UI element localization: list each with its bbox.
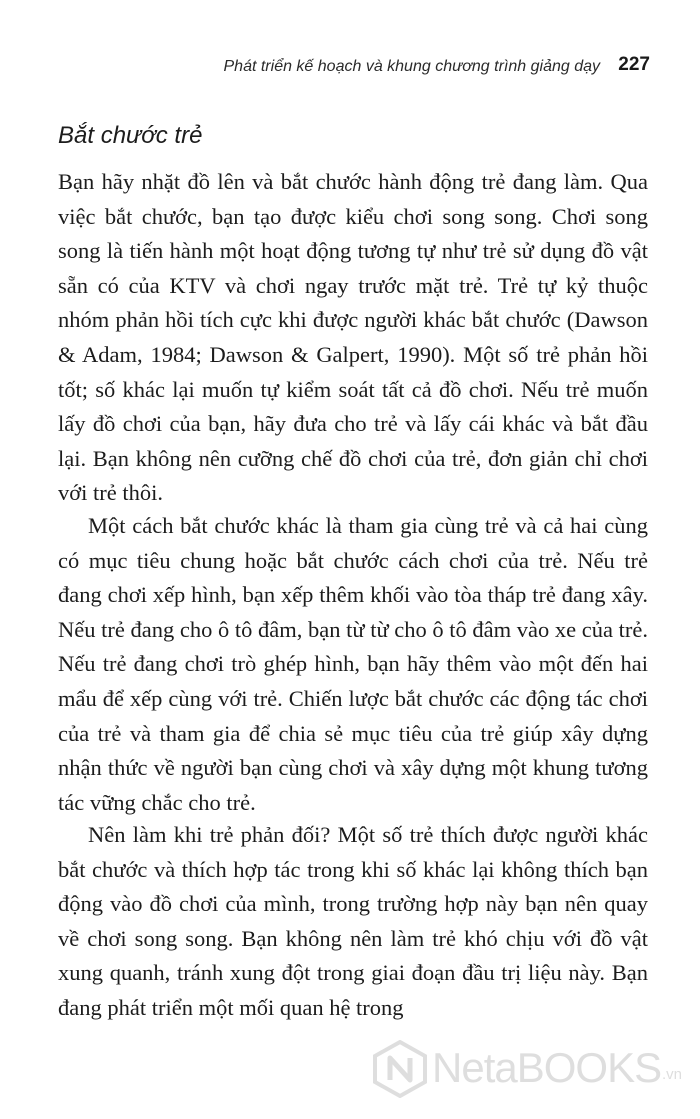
neta-logo-icon [372, 1040, 428, 1098]
watermark-suffix: .vn [662, 1066, 683, 1083]
paragraph-2: Một cách bắt chước khác là tham gia cùng trẻ và cả hai cùng có mục tiêu chung hoặc bắt chước cách chơi của trẻ. Nếu trẻ đang chơi xếp hình, bạn xếp thêm khối vào tòa tháp trẻ đang xây. Nếu trẻ đang cho ô tô đâm, bạn từ từ cho ô tô đâm vào xe của trẻ. Nếu trẻ đang chơi trò ghép hình, bạn hãy thêm vào một đến hai mẩu để xếp cùng với trẻ. Chiến lược bắt chước các động tác chơi của trẻ và tham gia để chia sẻ mục tiêu của trẻ giúp xây dựng nhận thức về người bạn cùng chơi và xây dựng một khung tương tác vững chắc cho trẻ. [58, 513, 648, 815]
watermark [372, 1036, 692, 1102]
running-header-title: Phát triển kế hoạch và khung chương trình giảng dạy [223, 58, 600, 75]
section-heading: Bắt chước trẻ [58, 122, 203, 149]
paragraph-1: Bạn hãy nhặt đồ lên và bắt chước hành động trẻ đang làm. Qua việc bắt chước, bạn tạo được kiểu chơi song song. Chơi song song là tiến hành một hoạt động tương tự như trẻ sử dụng đồ vật sẵn có của KTV và chơi ngay trước mặt trẻ. Trẻ tự kỷ thuộc nhóm phản hồi tích cực khi được người khác bắt chước (Dawson & Adam, 1984; Dawson & Galpert, 1990). Một số trẻ phản hồi tốt; số khác lại muốn tự kiểm soát tất cả đồ chơi. Nếu trẻ muốn lấy đồ chơi của bạn, hãy đưa cho trẻ và lấy cái khác và bắt đầu lại. Bạn không nên cưỡng chế đồ chơi của trẻ, đơn giản chỉ chơi với trẻ thôi. [58, 169, 648, 506]
paragraph-3: Nên làm khi trẻ phản đối? Một số trẻ thích được người khác bắt chước và thích hợp tác trong khi số khác lại không thích bạn động vào đồ chơi của mình, trong trường hợp này bạn nên quay về chơi song song. Bạn không nên làm trẻ khó chịu với đồ vật xung quanh, tránh xung đột trong giai đoạn đầu trị liệu này. Bạn đang phát triển một mối quan hệ trong [58, 822, 648, 1020]
page-number: 227 [618, 54, 650, 75]
watermark-brand: NetaBOOKS [432, 1044, 662, 1091]
running-header [0, 52, 700, 82]
